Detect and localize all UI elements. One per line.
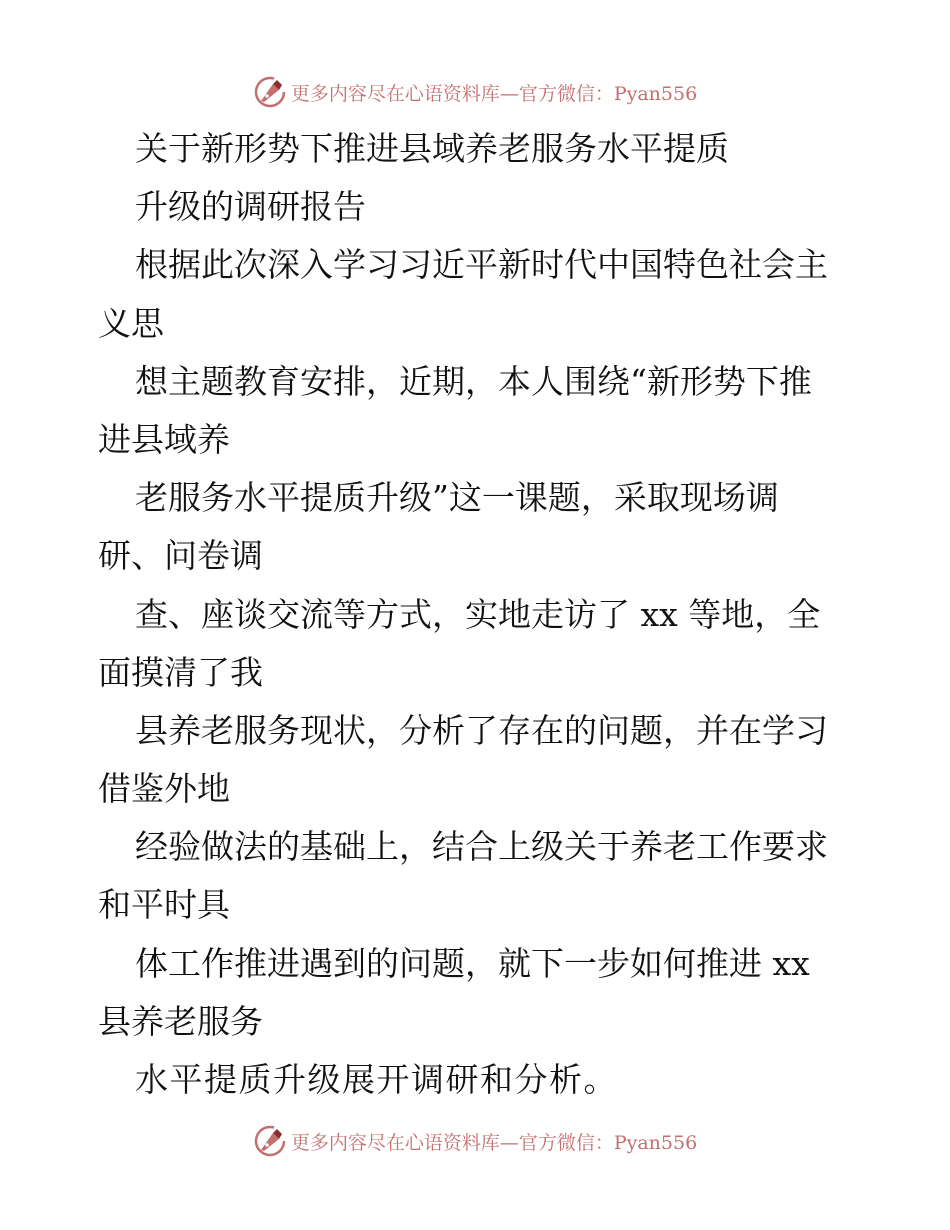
text-line: 研、问卷调 — [98, 536, 263, 576]
text-line: 老服务水平提质升级”这一课题，采取现场调 — [135, 478, 779, 518]
text-line: 县养老服务 — [98, 1001, 263, 1041]
watermark-text: 更多内容尽在心语资料库—官方微信：Pyan556 — [290, 1131, 698, 1154]
header-watermark — [0, 72, 950, 112]
text-line: 义思 — [98, 303, 164, 343]
document-body — [98, 120, 858, 1109]
footer-watermark — [0, 1121, 950, 1161]
text-line: 面摸清了我 — [98, 652, 263, 692]
text-line: 和平时具 — [98, 885, 230, 925]
title-line-2: 升级的调研报告 — [135, 187, 366, 227]
text-line: 进县域养 — [98, 419, 230, 459]
text-line: 查、座谈交流等方式，实地走访了 xx 等地，全 — [135, 594, 821, 634]
text-line: 县养老服务现状，分析了存在的问题，并在学习 — [135, 710, 828, 750]
text-line: 想主题教育安排，近期，本人围绕“新形势下推 — [135, 361, 812, 401]
text-line: 经验做法的基础上，结合上级关于养老工作要求 — [135, 827, 828, 867]
title-line-1: 关于新形势下推进县域养老服务水平提质 — [135, 129, 729, 168]
pen-nib-icon — [253, 75, 287, 109]
text-line: 根据此次深入学习习近平新时代中国特色社会主 — [135, 245, 828, 285]
text-line: 水平提质升级展开调研和分析。 — [135, 1060, 618, 1099]
text-line: 借鉴外地 — [98, 769, 230, 809]
pen-nib-icon — [253, 1124, 287, 1158]
watermark-text: 更多内容尽在心语资料库—官方微信：Pyan556 — [290, 82, 698, 105]
text-line: 体工作推进遇到的问题，就下一步如何推进 xx — [135, 943, 810, 983]
